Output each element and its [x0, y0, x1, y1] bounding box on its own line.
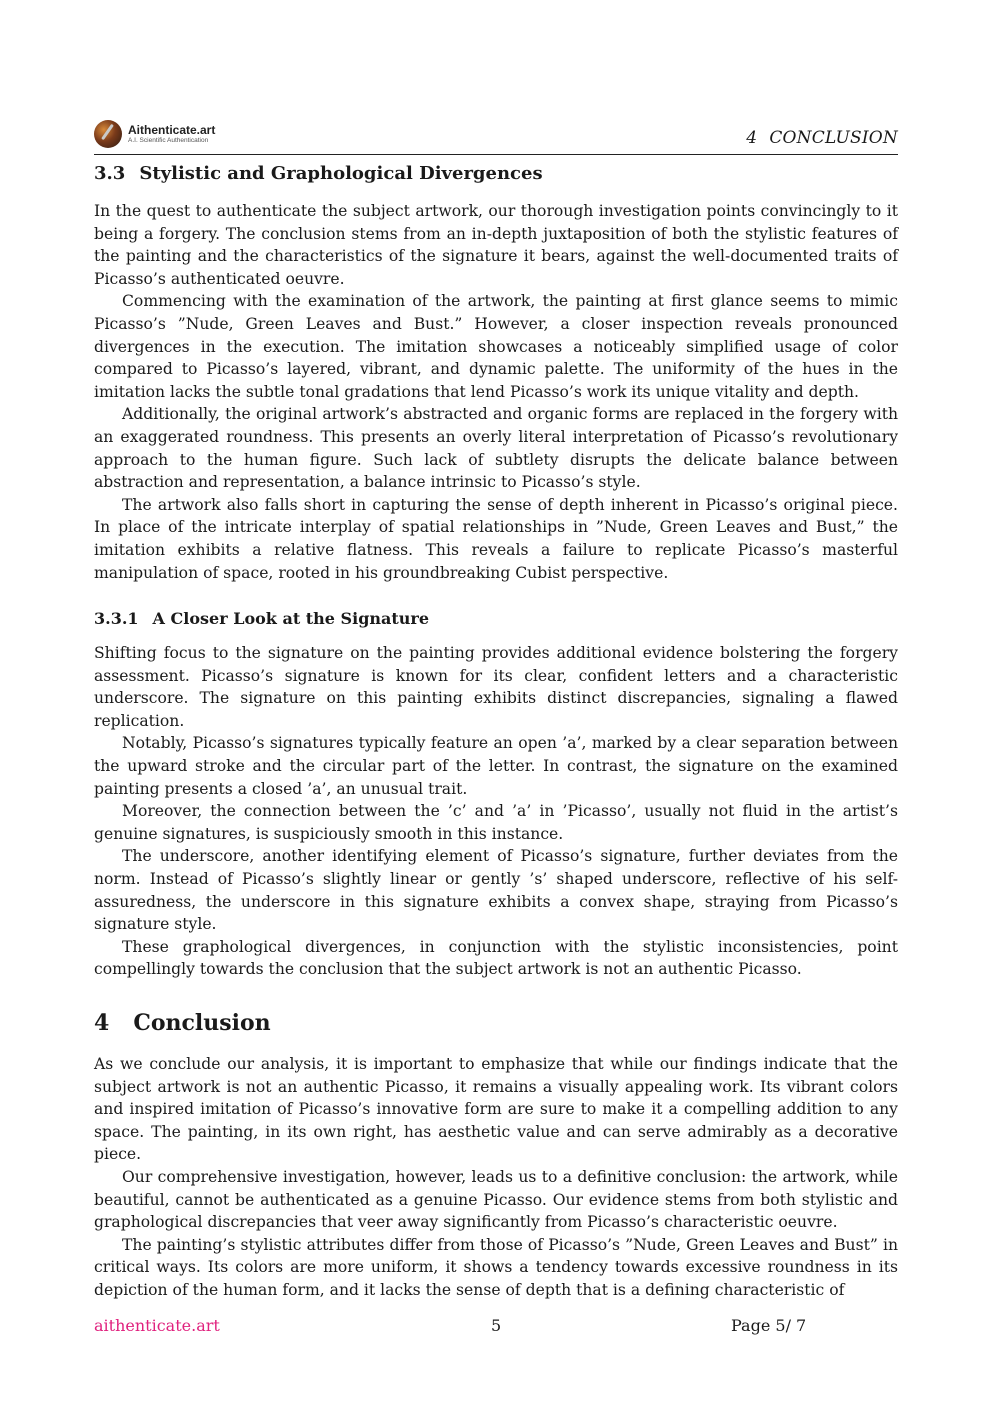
- page-header: [94, 118, 898, 155]
- chapter-title: Conclusion: [133, 1010, 271, 1036]
- paragraph: Commencing with the examination of the artwork, the painting at first glance seems to mimic Picasso’s ”Nude, Green Leaves and Bust.” However, a closer inspection reveals pronounced divergences in the execution. The imitation showcases a noticeably simplified usage of color compared to Picasso’s layered, vibrant, and dynamic palette. The uniformity of the hues in the imitation lacks the subtle tonal gradations that lend Picasso’s work its unique vitality and depth.: [94, 292, 898, 401]
- section-3-3-1-heading: [94, 606, 898, 632]
- subsection-number: 3.3.1: [94, 609, 139, 629]
- logo-tagline: A.I. Scientific Authentication: [128, 136, 209, 144]
- paragraph: These graphological divergences, in conjunction with the stylistic inconsistencies, point compellingly towards the conclusion that the subject artwork is not an authentic Picasso.: [94, 937, 898, 979]
- paragraph: In the quest to authenticate the subject artwork, our thorough investigation points convincingly to it being a forgery. The conclusion stems from an in-depth juxtaposition of both the stylistic features of the painting and the characteristics of the signature it bears, against the well-documented traits of Picasso’s authenticated oeuvre.: [94, 202, 898, 288]
- paragraph: The artwork also falls short in capturing the sense of depth inherent in Picasso’s original piece. In place of the intricate interplay of spatial relationships in ”Nude, Green Leaves and Bust,” the imitation exhibits a relative flatness. This reveals a failure to replicate Picasso’s masterful manipulation of space, rooted in his groundbreaking Cubist perspective.: [94, 495, 898, 582]
- paragraph: Moreover, the connection between the ’c’ and ’a’ in ’Picasso’, usually not fluid in the artist’s genuine signatures, is suspiciously smooth in this instance.: [94, 802, 898, 843]
- footer-page-of: Page 5/ 7: [731, 1316, 807, 1335]
- section-3-3-heading: [94, 160, 898, 188]
- aithenticate-logo[interactable]: [94, 119, 215, 149]
- section-number: 3.3: [94, 163, 126, 184]
- paragraph: Notably, Picasso’s signatures typically feature an open ’a’, marked by a clear separation between the upward stroke and the circular part of the letter. In contrast, the signature on the examined painting presents a closed ’a’, an unusual trait.: [94, 734, 898, 798]
- footer-site-link[interactable]: aithenticate.art: [94, 1316, 220, 1335]
- running-head-title: CONCLUSION: [769, 128, 898, 148]
- page-content: [94, 160, 898, 1302]
- paragraph: The underscore, another identifying element of Picasso’s signature, further deviates from the norm. Instead of Picasso’s slightly linear or gently ’s’ shaped underscore, reflective of his self-assuredness, the underscore in this signature exhibits a convex shape, straying from Picasso’s signature style.: [94, 847, 898, 934]
- footer-page-number: 5: [491, 1316, 502, 1335]
- section-title: Stylistic and Graphological Divergences: [139, 163, 543, 184]
- logo-name: Aithenticate.art: [128, 122, 216, 137]
- running-head-number: 4: [746, 128, 758, 148]
- paragraph: Additionally, the original artwork’s abstracted and organic forms are replaced in the forgery with an exaggerated roundness. This presents an overly literal interpretation of Picasso’s revolutionary approach to the human figure. Such lack of subtlety disrupts the delicate balance between abstraction and representation, a balance intrinsic to Picasso’s style.: [94, 405, 898, 492]
- section-4-heading: [94, 1007, 898, 1039]
- subsection-title: A Closer Look at the Signature: [152, 609, 430, 629]
- chapter-number: 4: [94, 1010, 110, 1036]
- paragraph: Our comprehensive investigation, however, leads us to a definitive conclusion: the artwork, while beautiful, cannot be authenticated as a genuine Picasso. Our evidence stems from both stylistic and graphological discrepancies that veer away significantly from Picasso’s characteristic oeuvre.: [94, 1167, 898, 1232]
- paragraph: As we conclude our analysis, it is important to emphasize that while our findings indicate that the subject artwork is not an authentic Picasso, it remains a visually appealing work. Its vibrant colors and inspired imitation of Picasso’s innovative form are sure to make it a compelling addition to any space. The painting, in its own right, has aesthetic value and can serve admirably as a decorative piece.: [94, 1055, 898, 1164]
- paragraph: Shifting focus to the signature on the painting provides additional evidence bolstering the forgery assessment. Picasso’s signature is known for its clear, confident letters and a characteristic underscore. The signature on this painting exhibits distinct discrepancies, signaling a flawed replication.: [94, 644, 898, 730]
- running-head: [746, 128, 898, 148]
- paragraph: The painting’s stylistic attributes differ from those of Picasso’s ”Nude, Green Leaves and Bust” in critical ways. Its colors are more uniform, it shows a tendency towards excessive roundness in its depiction of the human form, and it lacks the sense of depth that is a defining characteristic of: [94, 1235, 898, 1299]
- logo-mark-icon: [94, 120, 122, 148]
